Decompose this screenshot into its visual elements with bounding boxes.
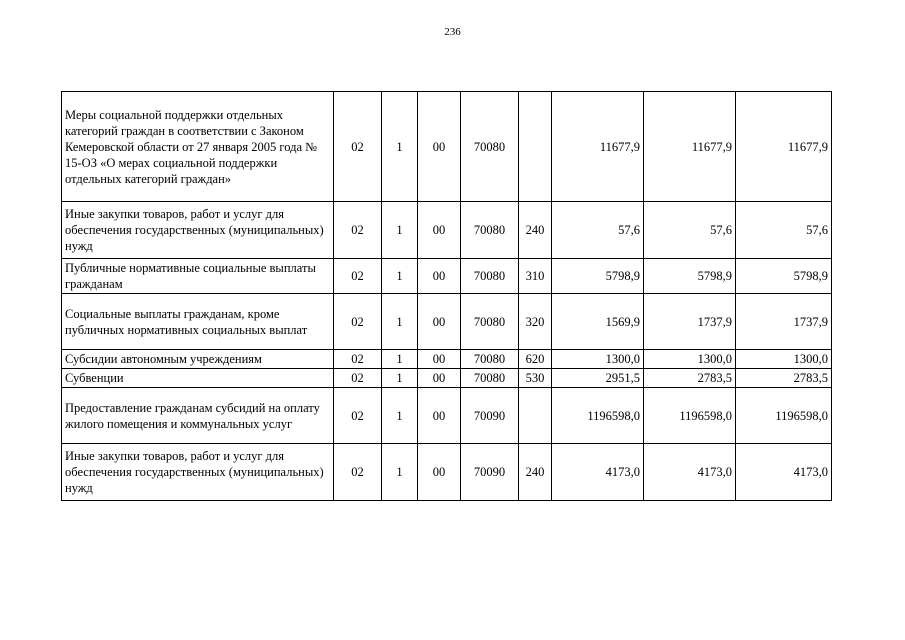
amount-3: 57,6 bbox=[736, 202, 832, 259]
table-row bbox=[62, 92, 832, 202]
table-row bbox=[62, 444, 832, 501]
amount-2: 2783,5 bbox=[644, 369, 736, 388]
expense-type-code bbox=[519, 92, 552, 202]
target-code: 70080 bbox=[461, 350, 519, 369]
program-code: 00 bbox=[418, 388, 461, 444]
target-code: 70080 bbox=[461, 259, 519, 294]
section-code: 02 bbox=[334, 294, 382, 350]
subsection-code: 1 bbox=[382, 350, 418, 369]
target-code: 70090 bbox=[461, 388, 519, 444]
section-code: 02 bbox=[334, 259, 382, 294]
table-row bbox=[62, 202, 832, 259]
program-code: 00 bbox=[418, 92, 461, 202]
subsection-code: 1 bbox=[382, 369, 418, 388]
target-code: 70080 bbox=[461, 294, 519, 350]
amount-3: 4173,0 bbox=[736, 444, 832, 501]
amount-3: 1196598,0 bbox=[736, 388, 832, 444]
expense-type-code: 310 bbox=[519, 259, 552, 294]
amount-2: 57,6 bbox=[644, 202, 736, 259]
amount-1: 1196598,0 bbox=[552, 388, 644, 444]
table-row bbox=[62, 350, 832, 369]
row-name: Социальные выплаты гражданам, кроме публичных нормативных социальных выплат bbox=[62, 294, 334, 350]
row-name: Иные закупки товаров, работ и услуг для обеспечения государственных (муниципальных) нужд bbox=[62, 202, 334, 259]
table-row bbox=[62, 369, 832, 388]
program-code: 00 bbox=[418, 350, 461, 369]
program-code: 00 bbox=[418, 369, 461, 388]
expense-type-code: 620 bbox=[519, 350, 552, 369]
amount-3: 5798,9 bbox=[736, 259, 832, 294]
target-code: 70080 bbox=[461, 369, 519, 388]
amount-1: 2951,5 bbox=[552, 369, 644, 388]
amount-1: 5798,9 bbox=[552, 259, 644, 294]
amount-2: 5798,9 bbox=[644, 259, 736, 294]
subsection-code: 1 bbox=[382, 92, 418, 202]
amount-2: 1737,9 bbox=[644, 294, 736, 350]
target-code: 70090 bbox=[461, 444, 519, 501]
amount-3: 1737,9 bbox=[736, 294, 832, 350]
row-name: Меры социальной поддержки отдельных категорий граждан в соответствии с Законом Кемеровской области от 27 января 2005 года № 15-ОЗ «О мерах социальной поддержки отдельных категорий граждан» bbox=[62, 92, 334, 202]
table-row bbox=[62, 259, 832, 294]
amount-1: 57,6 bbox=[552, 202, 644, 259]
expense-type-code: 320 bbox=[519, 294, 552, 350]
subsection-code: 1 bbox=[382, 388, 418, 444]
section-code: 02 bbox=[334, 350, 382, 369]
amount-1: 4173,0 bbox=[552, 444, 644, 501]
amount-2: 4173,0 bbox=[644, 444, 736, 501]
section-code: 02 bbox=[334, 388, 382, 444]
amount-2: 11677,9 bbox=[644, 92, 736, 202]
section-code: 02 bbox=[334, 369, 382, 388]
expense-type-code: 240 bbox=[519, 202, 552, 259]
row-name: Предоставление гражданам субсидий на оплату жилого помещения и коммунальных услуг bbox=[62, 388, 334, 444]
amount-1: 1300,0 bbox=[552, 350, 644, 369]
expense-type-code bbox=[519, 388, 552, 444]
program-code: 00 bbox=[418, 444, 461, 501]
section-code: 02 bbox=[334, 202, 382, 259]
program-code: 00 bbox=[418, 259, 461, 294]
expense-type-code: 240 bbox=[519, 444, 552, 501]
table-row bbox=[62, 294, 832, 350]
table-row bbox=[62, 388, 832, 444]
amount-2: 1196598,0 bbox=[644, 388, 736, 444]
amount-2: 1300,0 bbox=[644, 350, 736, 369]
page-number: 236 bbox=[444, 26, 461, 38]
row-name: Публичные нормативные социальные выплаты гражданам bbox=[62, 259, 334, 294]
expense-type-code: 530 bbox=[519, 369, 552, 388]
budget-table bbox=[61, 91, 832, 501]
subsection-code: 1 bbox=[382, 294, 418, 350]
row-name: Иные закупки товаров, работ и услуг для обеспечения государственных (муниципальных) нужд bbox=[62, 444, 334, 501]
section-code: 02 bbox=[334, 92, 382, 202]
program-code: 00 bbox=[418, 294, 461, 350]
amount-3: 2783,5 bbox=[736, 369, 832, 388]
amount-1: 11677,9 bbox=[552, 92, 644, 202]
row-name: Субвенции bbox=[62, 369, 334, 388]
amount-3: 11677,9 bbox=[736, 92, 832, 202]
section-code: 02 bbox=[334, 444, 382, 501]
target-code: 70080 bbox=[461, 202, 519, 259]
row-name: Субсидии автономным учреждениям bbox=[62, 350, 334, 369]
program-code: 00 bbox=[418, 202, 461, 259]
subsection-code: 1 bbox=[382, 444, 418, 501]
subsection-code: 1 bbox=[382, 202, 418, 259]
amount-3: 1300,0 bbox=[736, 350, 832, 369]
amount-1: 1569,9 bbox=[552, 294, 644, 350]
target-code: 70080 bbox=[461, 92, 519, 202]
subsection-code: 1 bbox=[382, 259, 418, 294]
